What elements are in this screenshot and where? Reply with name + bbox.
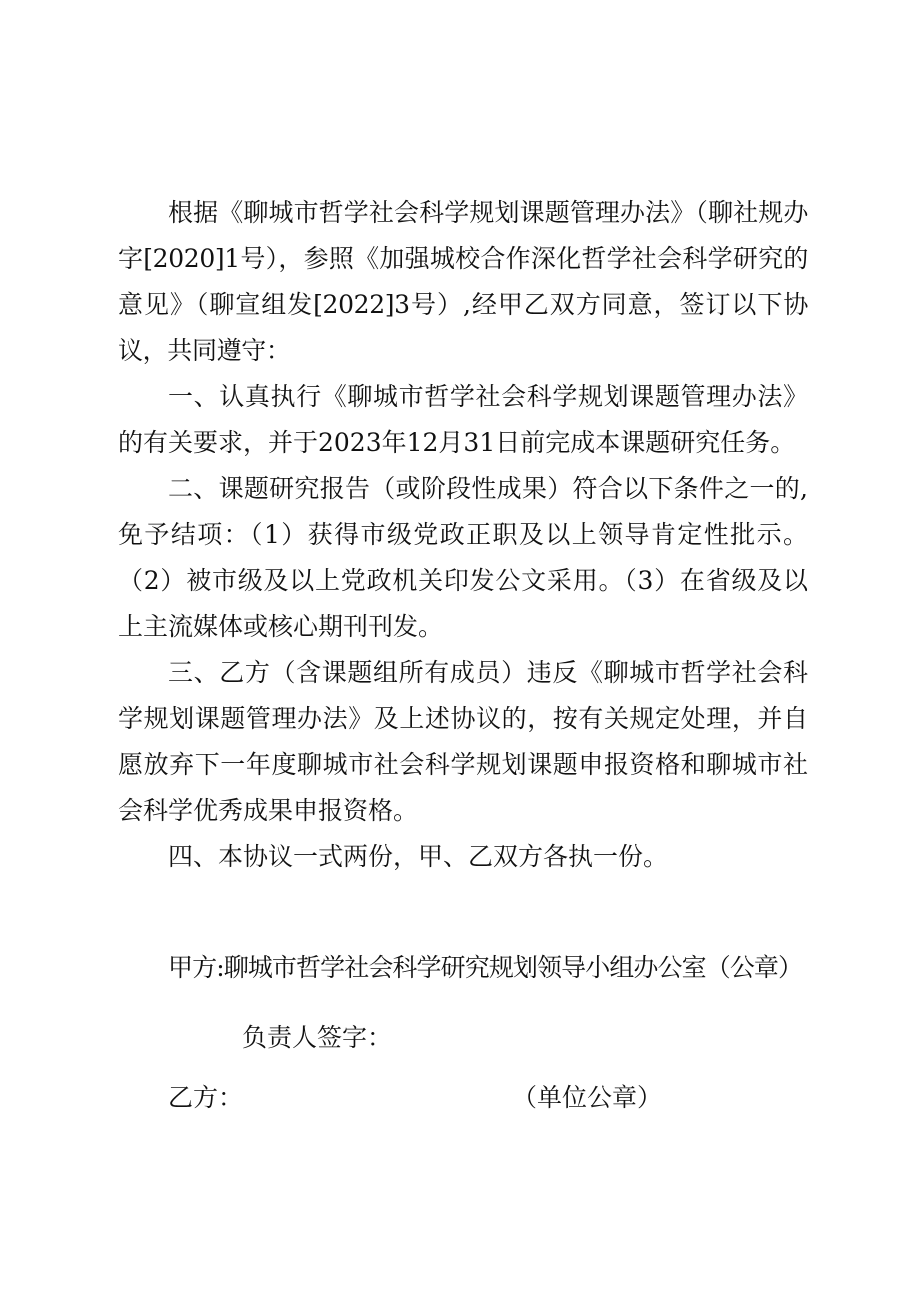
unit-seal-label: （单位公章） [512,1083,663,1112]
clause-three: 三、乙方（含课题组所有成员）违反《聊城市哲学社会科学规划课题管理办法》及上述协议的，按有关规定处理，并自愿放弃下一年度聊城市社会科学规划课题申报资格和聊城市社会科学优秀成果申报资格。 [118,658,808,825]
party-b-label: 乙方： [168,1083,244,1112]
party-a-line: 甲方:聊城市哲学社会科学研究规划领导小组办公室（公章） [168,953,803,982]
intro-paragraph: 根据《聊城市哲学社会科学规划课题管理办法》（聊社规办字[2020]1号），参照《加强城校合作深化哲学社会科学研究的意见》（聊宣组发[2022]3号）,经甲乙双方同意，签订以下协议，共同遵守： [118,198,808,365]
clause-four: 四、本协议一式两份，甲、乙双方各执一份。 [168,842,669,871]
principal-signature-label: 负责人签字： [242,1023,393,1052]
clause-two: 二、课题研究报告（或阶段性成果）符合以下条件之一的,免予结项：（1）获得市级党政正职及以上领导肯定性批示。（2）被市级及以上党政机关印发公文采用。（3）在省级及以上主流媒体或核心期刊刊发。 [118,474,808,641]
clause-one: 一、认真执行《聊城市哲学社会科学规划课题管理办法》的有关要求，并于2023年12月31日前完成本课题研究任务。 [118,382,808,457]
